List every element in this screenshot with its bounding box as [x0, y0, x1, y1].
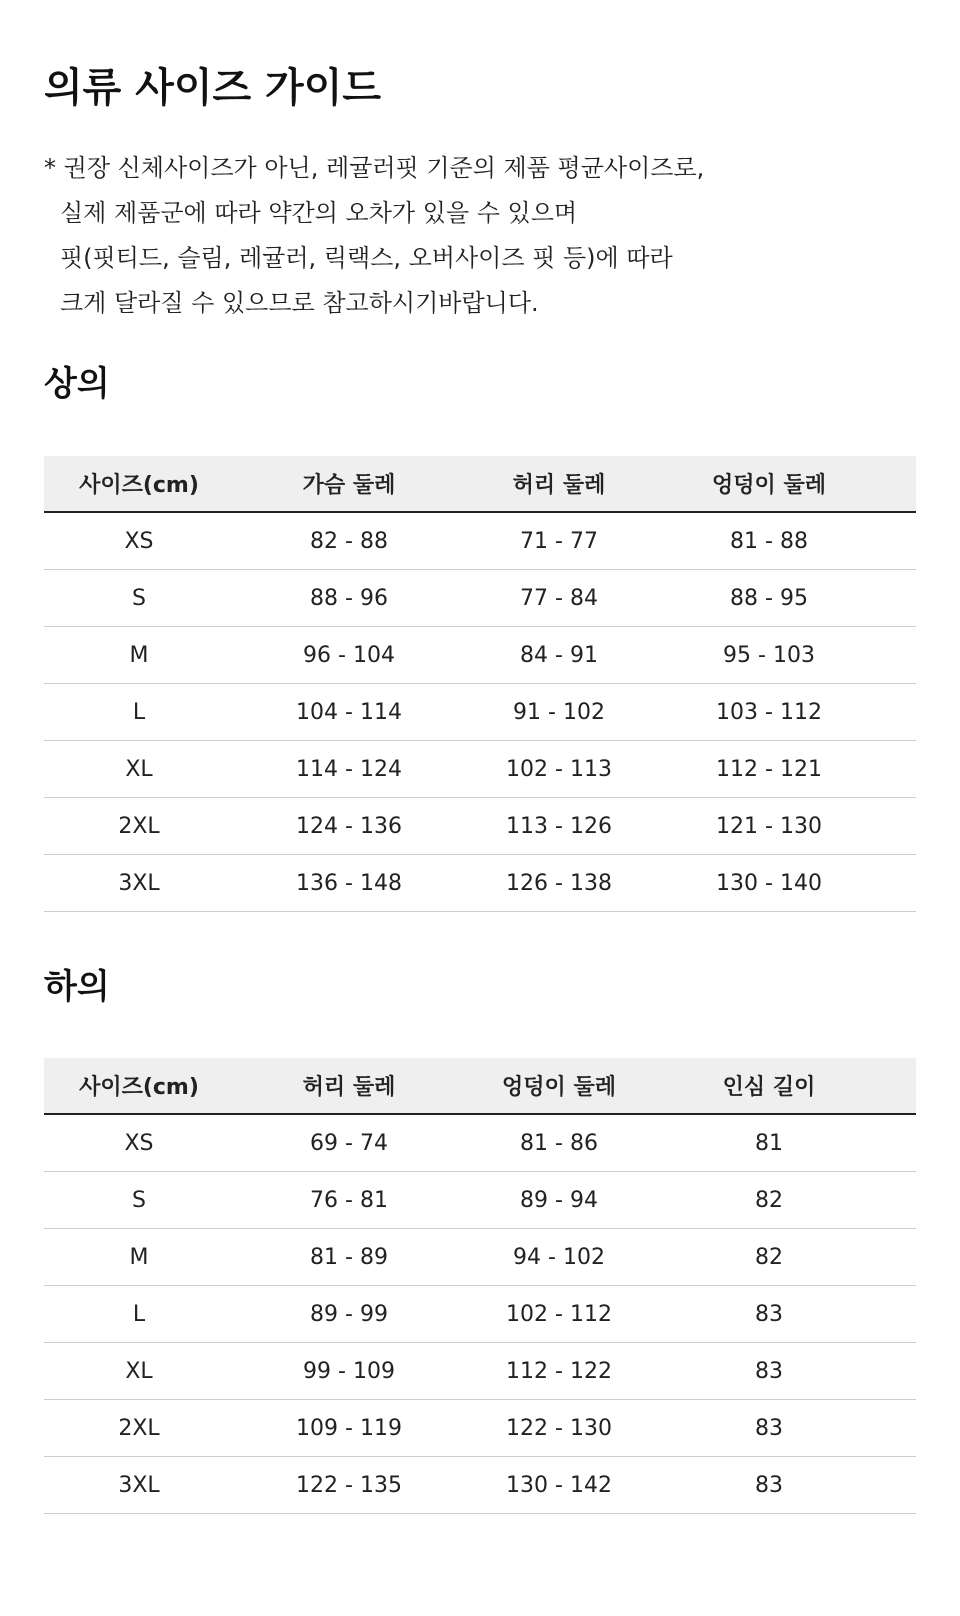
hip-cell: 81 - 86	[464, 1114, 654, 1172]
size-cell: S	[44, 1172, 234, 1229]
table-row	[44, 684, 916, 741]
row-spacer-cell	[884, 1286, 916, 1343]
row-spacer-cell	[884, 798, 916, 855]
row-spacer-cell	[884, 1400, 916, 1457]
inseam-cell: 82	[654, 1229, 884, 1286]
hip-cell: 88 - 95	[654, 570, 884, 627]
table-row	[44, 570, 916, 627]
notice-line: 실제 제품군에 따라 약간의 오차가 있을 수 있으며	[60, 199, 578, 227]
tops-size-table	[44, 456, 916, 912]
size-cell: XS	[44, 1114, 234, 1172]
tops-section-title: 상의	[44, 364, 110, 404]
column-header-spacer	[884, 1058, 916, 1114]
row-spacer-cell	[884, 684, 916, 741]
chest-cell: 136 - 148	[234, 855, 464, 912]
hip-cell: 122 - 130	[464, 1400, 654, 1457]
column-header-size: 사이즈(cm)	[44, 1058, 234, 1114]
row-spacer-cell	[884, 1229, 916, 1286]
size-cell: L	[44, 684, 234, 741]
hip-cell: 130 - 140	[654, 855, 884, 912]
row-spacer-cell	[884, 1343, 916, 1400]
size-cell: 2XL	[44, 1400, 234, 1457]
hip-cell: 81 - 88	[654, 512, 884, 570]
chest-cell: 124 - 136	[234, 798, 464, 855]
table-row	[44, 1286, 916, 1343]
waist-cell: 122 - 135	[234, 1457, 464, 1514]
size-cell: M	[44, 1229, 234, 1286]
inseam-cell: 83	[654, 1343, 884, 1400]
column-header-waist: 허리 둘레	[464, 456, 654, 512]
size-cell: XL	[44, 741, 234, 798]
waist-cell: 126 - 138	[464, 855, 654, 912]
hip-cell: 89 - 94	[464, 1172, 654, 1229]
waist-cell: 81 - 89	[234, 1229, 464, 1286]
chest-cell: 82 - 88	[234, 512, 464, 570]
table-row	[44, 1229, 916, 1286]
size-notice	[44, 146, 916, 326]
column-header-hip: 엉덩이 둘레	[464, 1058, 654, 1114]
table-row	[44, 1114, 916, 1172]
inseam-cell: 82	[654, 1172, 884, 1229]
column-header-size: 사이즈(cm)	[44, 456, 234, 512]
size-cell: XL	[44, 1343, 234, 1400]
notice-line: 크게 달라질 수 있으므로 참고하시기바랍니다.	[60, 289, 539, 317]
size-cell: S	[44, 570, 234, 627]
chest-cell: 104 - 114	[234, 684, 464, 741]
size-cell: 3XL	[44, 1457, 234, 1514]
notice-line: * 권장 신체사이즈가 아닌, 레귤러핏 기준의 제품 평균사이즈로,	[44, 154, 705, 182]
waist-cell: 109 - 119	[234, 1400, 464, 1457]
table-row	[44, 855, 916, 912]
waist-cell: 99 - 109	[234, 1343, 464, 1400]
waist-cell: 77 - 84	[464, 570, 654, 627]
size-cell: 2XL	[44, 798, 234, 855]
inseam-cell: 83	[654, 1400, 884, 1457]
table-row	[44, 741, 916, 798]
hip-cell: 121 - 130	[654, 798, 884, 855]
row-spacer-cell	[884, 855, 916, 912]
hip-cell: 103 - 112	[654, 684, 884, 741]
hip-cell: 95 - 103	[654, 627, 884, 684]
notice-line: 핏(핏티드, 슬림, 레귤러, 릭랙스, 오버사이즈 핏 등)에 따라	[60, 244, 673, 272]
row-spacer-cell	[884, 1457, 916, 1514]
bottoms-section-title: 하의	[44, 967, 110, 1007]
waist-cell: 84 - 91	[464, 627, 654, 684]
hip-cell: 112 - 122	[464, 1343, 654, 1400]
waist-cell: 91 - 102	[464, 684, 654, 741]
table-header-row	[44, 1058, 916, 1114]
page-title: 의류 사이즈 가이드	[44, 65, 381, 111]
column-header-spacer	[884, 456, 916, 512]
column-header-hip: 엉덩이 둘레	[654, 456, 884, 512]
hip-cell: 94 - 102	[464, 1229, 654, 1286]
hip-cell: 112 - 121	[654, 741, 884, 798]
table-header-row	[44, 456, 916, 512]
inseam-cell: 81	[654, 1114, 884, 1172]
hip-cell: 102 - 112	[464, 1286, 654, 1343]
row-spacer-cell	[884, 570, 916, 627]
table-row	[44, 1343, 916, 1400]
size-cell: M	[44, 627, 234, 684]
table-row	[44, 512, 916, 570]
waist-cell: 76 - 81	[234, 1172, 464, 1229]
waist-cell: 69 - 74	[234, 1114, 464, 1172]
size-cell: XS	[44, 512, 234, 570]
row-spacer-cell	[884, 627, 916, 684]
table-row	[44, 627, 916, 684]
table-row	[44, 1172, 916, 1229]
chest-cell: 96 - 104	[234, 627, 464, 684]
waist-cell: 89 - 99	[234, 1286, 464, 1343]
row-spacer-cell	[884, 512, 916, 570]
inseam-cell: 83	[654, 1286, 884, 1343]
waist-cell: 71 - 77	[464, 512, 654, 570]
waist-cell: 113 - 126	[464, 798, 654, 855]
row-spacer-cell	[884, 741, 916, 798]
bottoms-size-table	[44, 1058, 916, 1514]
hip-cell: 130 - 142	[464, 1457, 654, 1514]
column-header-inseam: 인심 길이	[654, 1058, 884, 1114]
table-row	[44, 1457, 916, 1514]
column-header-chest: 가슴 둘레	[234, 456, 464, 512]
table-row	[44, 1400, 916, 1457]
chest-cell: 88 - 96	[234, 570, 464, 627]
chest-cell: 114 - 124	[234, 741, 464, 798]
row-spacer-cell	[884, 1114, 916, 1172]
waist-cell: 102 - 113	[464, 741, 654, 798]
row-spacer-cell	[884, 1172, 916, 1229]
table-row	[44, 798, 916, 855]
size-cell: L	[44, 1286, 234, 1343]
size-cell: 3XL	[44, 855, 234, 912]
column-header-waist: 허리 둘레	[234, 1058, 464, 1114]
inseam-cell: 83	[654, 1457, 884, 1514]
